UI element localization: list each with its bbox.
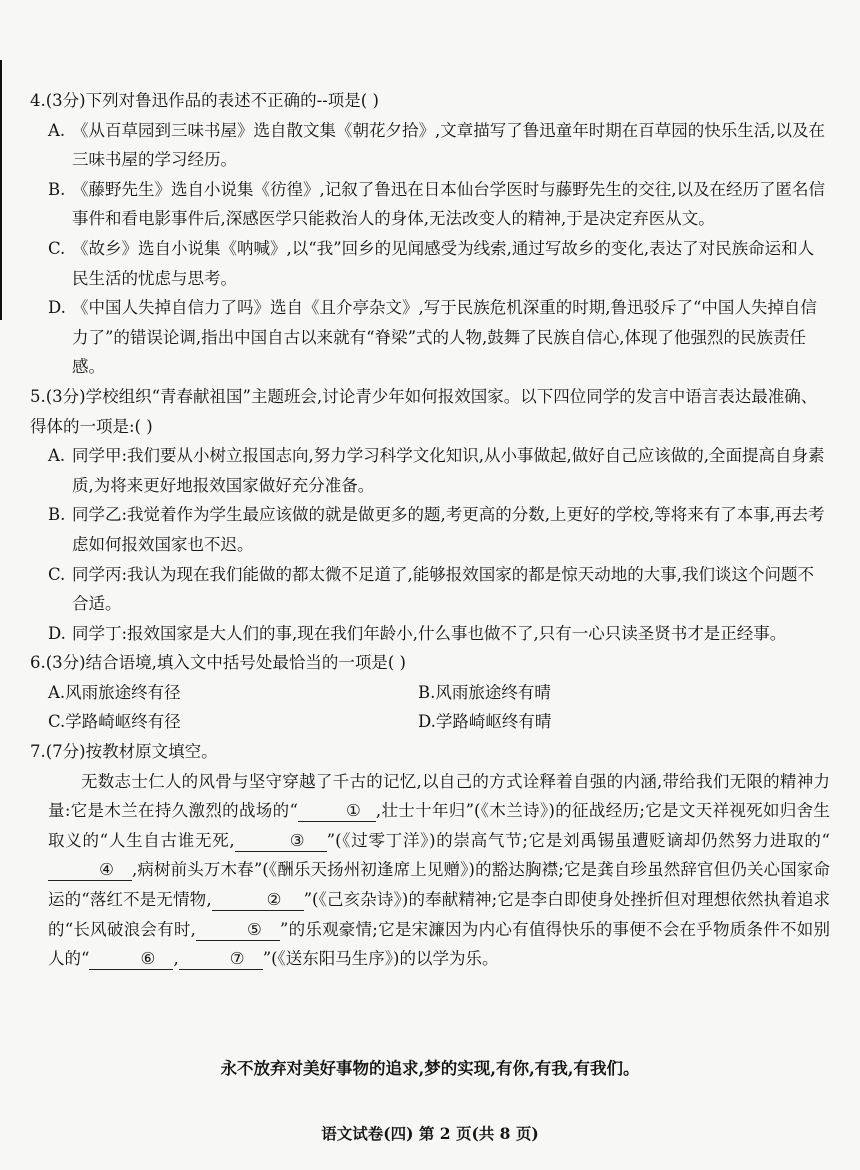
question-7-stem: 7.(7分)按教材原文填空。 — [30, 742, 218, 762]
question-6-option-c: C.学路崎岖终有径 — [48, 712, 181, 732]
question-6-stem: 6.(3分)结合语境,填入文中括号处最恰当的一项是( ) — [30, 653, 406, 673]
fill-blank-6[interactable]: ⑥ — [89, 949, 173, 970]
page-footer: 语文试卷(四) 第 2 页(共 8 页) — [321, 1124, 539, 1143]
binding-margin-line — [0, 60, 2, 320]
question-4-option-b: B. 《藤野先生》选自小说集《彷徨》,记叙了鲁迅在日本仙台学医时与藤野先生的交往,以及在经历了匿名信事件和看电影事件后,深感医学只能救治人的身体,无法改变人的精神,于是决定弃医从文。 — [48, 179, 825, 229]
question-5-option-a: A. 同学甲:我们要从小树立报国志向,努力学习科学文化知识,从小事做起,做好自己应该做的,全面提高自身素质,为将来更好地报效国家做好充分准备。 — [48, 446, 825, 495]
fill-blank-7[interactable]: ⑦ — [179, 949, 263, 970]
fill-blank-2[interactable]: ② — [212, 890, 304, 911]
motto-line: 永不放弃对美好事物的追求,梦的实现,有你,有我,有我们。 — [220, 1059, 640, 1078]
question-4-option-a: A. 《从百草园到三味书屋》选自散文集《朝花夕拾》,文章描写了鲁迅童年时期在百草园的快乐生活,以及在三味书屋的学习经历。 — [48, 120, 825, 170]
question-6-option-d: D.学路崎岖终有晴 — [418, 712, 552, 732]
fill-blank-1[interactable]: ① — [298, 801, 376, 822]
question-5-stem: 5.(3分)学校组织“青春献祖国”主题班会,讨论青少年如何报效国家。以下四位同学的发言中语言表达最准确、得体的一项是:( ) — [30, 386, 818, 436]
question-7-passage: 无数志士仁人的风骨与坚守穿越了千古的记忆,以自己的方式诠释着自强的内涵,带给我们无限的精神力量:它是木兰在持久激烈的战场的“ ① ,壮士十年归”(《木兰诗》)的征战经历;它是文天祥视死如归舍生取义的“人生自古谁无死, ③ ”(《过零丁洋》)的崇高气节;它是刘禹锡虽遭贬谪却仍然努力进取的“④ ,病树前头万木春”(《酬乐天扬州初逢席上见赠》)的豁达胸襟;它是龚自珍虽然辞官但仍关心国家命运的“落红不是无情物, ② ”(《己亥杂诗》)的奉献精神;它是李白即使身处挫折但对理想依然执着追求的“长风破浪会有时, ⑤ ”的乐观豪情;它是宋濂因为内心有值得快乐的事便不会在乎物质条件不如别人的“ ⑥ , ⑦ ”(《送东阳马生序》)的以学为乐。 — [48, 771, 830, 969]
fill-blank-3[interactable]: ③ — [235, 831, 327, 852]
questions-area — [30, 86, 830, 974]
question-6-option-b: B.风雨旅途终有晴 — [418, 682, 551, 702]
question-6-options — [48, 678, 830, 737]
fill-blank-5[interactable]: ⑤ — [196, 920, 280, 941]
question-5-option-b: B. 同学乙:我觉着作为学生最应该做的就是做更多的题,考更高的分数,上更好的学校,等将来有了本事,再去考虑如何报效国家也不迟。 — [48, 505, 825, 554]
question-4-stem: 4.(3分)下列对鲁迅作品的表述不正确的--项是( ) — [30, 91, 379, 110]
fill-blank-4[interactable]: ④ — [48, 860, 132, 881]
question-4-option-c: C. 《故乡》选自小说集《呐喊》,以“我”回乡的见闻感受为线索,通过写故乡的变化,表达了对民族命运和人民生活的忧虑与思考。 — [48, 238, 815, 288]
question-6-option-a: A.风雨旅途终有径 — [48, 682, 181, 702]
question-5-option-c: C. 同学丙:我认为现在我们能做的都太微不足道了,能够报效国家的都是惊天动地的大事,我们谈这个问题不合适。 — [48, 564, 815, 614]
question-5-option-d: D. 同学丁:报效国家是大人们的事,现在我们年龄小,什么事也做不了,只有一心只读圣贤书才是正经事。 — [48, 623, 787, 643]
question-4-option-d: D. 《中国人失掉自信力了吗》选自《且介亭杂文》,写于民族危机深重的时期,鲁迅驳斥了“中国人失掉自信力了”的错误论调,指出中国自古以来就有“脊梁”式的人物,鼓舞了民族自信心,体现了他强烈的民族责任感。 — [48, 298, 817, 377]
